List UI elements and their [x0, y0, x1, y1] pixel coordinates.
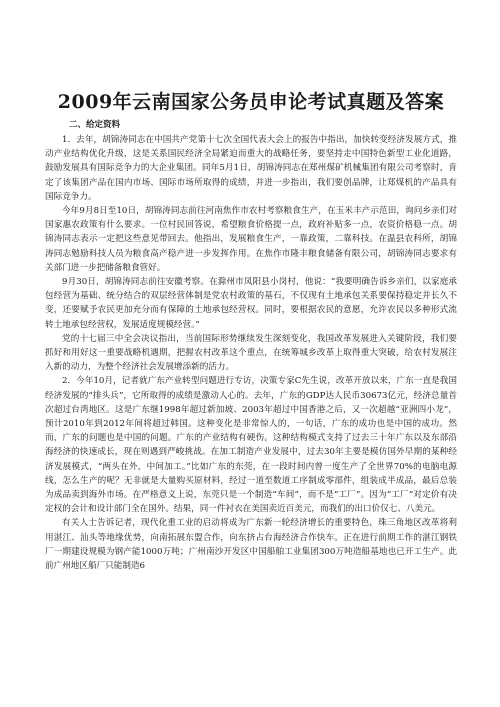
paragraph-4: 党的十七届三中全会决议指出，当前国际形势继续发生深刻变化，我国改革发展进入关键阶段，我们要抓好和用好这一重要战略机遇期，把握农村改革这个重点，在统筹城乡改革上取得重大突破，给农村发展注入新的动力，为整个经济社会发展增添新的活力。 [45, 333, 457, 373]
paragraph-3: 9月30日，胡锦涛同志前往安徽考察。在滁州市凤阳县小岗村，他说：“我要明确告诉乡亲们，以家庭承包经营为基础、统分结合的双层经营体制是党农村政策的基石，不仅现有土地承包关系要保持稳定并长久不变，还要赋予农民更加充分而有保障的土地承包经营权。同时，要根据农民的意愿，允许农民以多种形式流转土地承包经营权，发展适度规模经营。” [45, 277, 457, 330]
paragraph-2: 今年9月8日至10日，胡锦涛同志前往河南焦作市农村考察粮食生产，在玉米丰产示范田，询问乡亲们对国家惠农政策有什么要求。一位村民回答说，希望粮食价格提一点，政府补贴多一点，农资价格稳一点。胡锦涛同志表示一定把这些意见带回去。他指出，发展粮食生产，一靠政策，二靠科技。在温县农科所，胡锦涛同志勉励科技人员为粮食高产稳产进一步发挥作用。在焦作市隆丰粮食储备有限公司，胡锦涛同志要求有关部门进一步把储备粮食管好。 [45, 206, 457, 273]
paragraph-1: 1．去年，胡锦涛同志在中国共产党第十七次全国代表大会上的报告中指出，加快转变经济发展方式，推动产业结构优化升级，这是关系国民经济全局紧迫而重大的战略任务，要坚持走中国特色新型工业化道路，鼓励发展具有国际竞争力的大企业集团。同年5月1日，胡锦涛同志在郑州煤矿机械集团有限公司考察时，肯定了该集团产品在国内市场、国际市场所取得的成绩，并进一步指出，我们要创品牌，让郑煤机的产品具有国际竞争力。 [45, 135, 457, 202]
paragraph-5: 2．今年10月，记者就广东产业转型问题进行专访，决策专家C先生说，改革开放以来，广东一直是我国经济发展的“排头兵”，它所取得的成绩是激动人心的。去年，广东的GDP达人民币30673亿元，经济总量首次超过台湾地区。这是广东继1998年超过新加坡、2003年超过中国香港之后，又一次超越“亚洲四小龙”，预计2010年到2012年间将超过韩国。这种变化是非常惊人的，一句话，广东的成功也是中国的成功。然而，广东的问题也是中国的问题。广东的产业结构有硬伤。这种结构模式支持了过去三十年广东以及东部沿海经济的快速成长，现在则遇到严峻挑战。在加工制造产业发展中，过去30年主要是模仿国外早期的某种经济发展模式，“两头在外，中间加工。”比如广东的东莞，在一段时间内曾一度生产了全世界70%的电脑电源线，怎么生产的呢？无非就是大量购买原材料，经过一道至数道工序制成零部件，组装成半成品，最后总装为成品卖到海外市场。在严格意义上说，东莞只是一个制造“车间”，而不是“工厂”。因为“工厂”对定价有决定权的会计和设计部门全在国外。结果，同一件衬衣在美国卖近百美元，而我们的出口价仅七、八美元。 [45, 376, 457, 515]
paragraph-6: 有关人士告诉记者，现代化重工业的启动将成为广东新一轮经济增长的重要特色，珠三角地区改革将利用湛江、汕头等地缘优势，向南拓展东盟合作，向东挤占台海经济合作快车。正在进行前期工作的湛江钢铁厂一期建设规模为钢产能1000万吨；广州南沙开发区中国船舶工业集团300万吨造船基地也已开工生产。此前广州地区船厂只能制造6 [45, 518, 457, 572]
document-title: 2009年云南国家公务员申论考试真题及答案 [57, 91, 445, 113]
section-heading: 二、给定资料 [69, 120, 121, 130]
